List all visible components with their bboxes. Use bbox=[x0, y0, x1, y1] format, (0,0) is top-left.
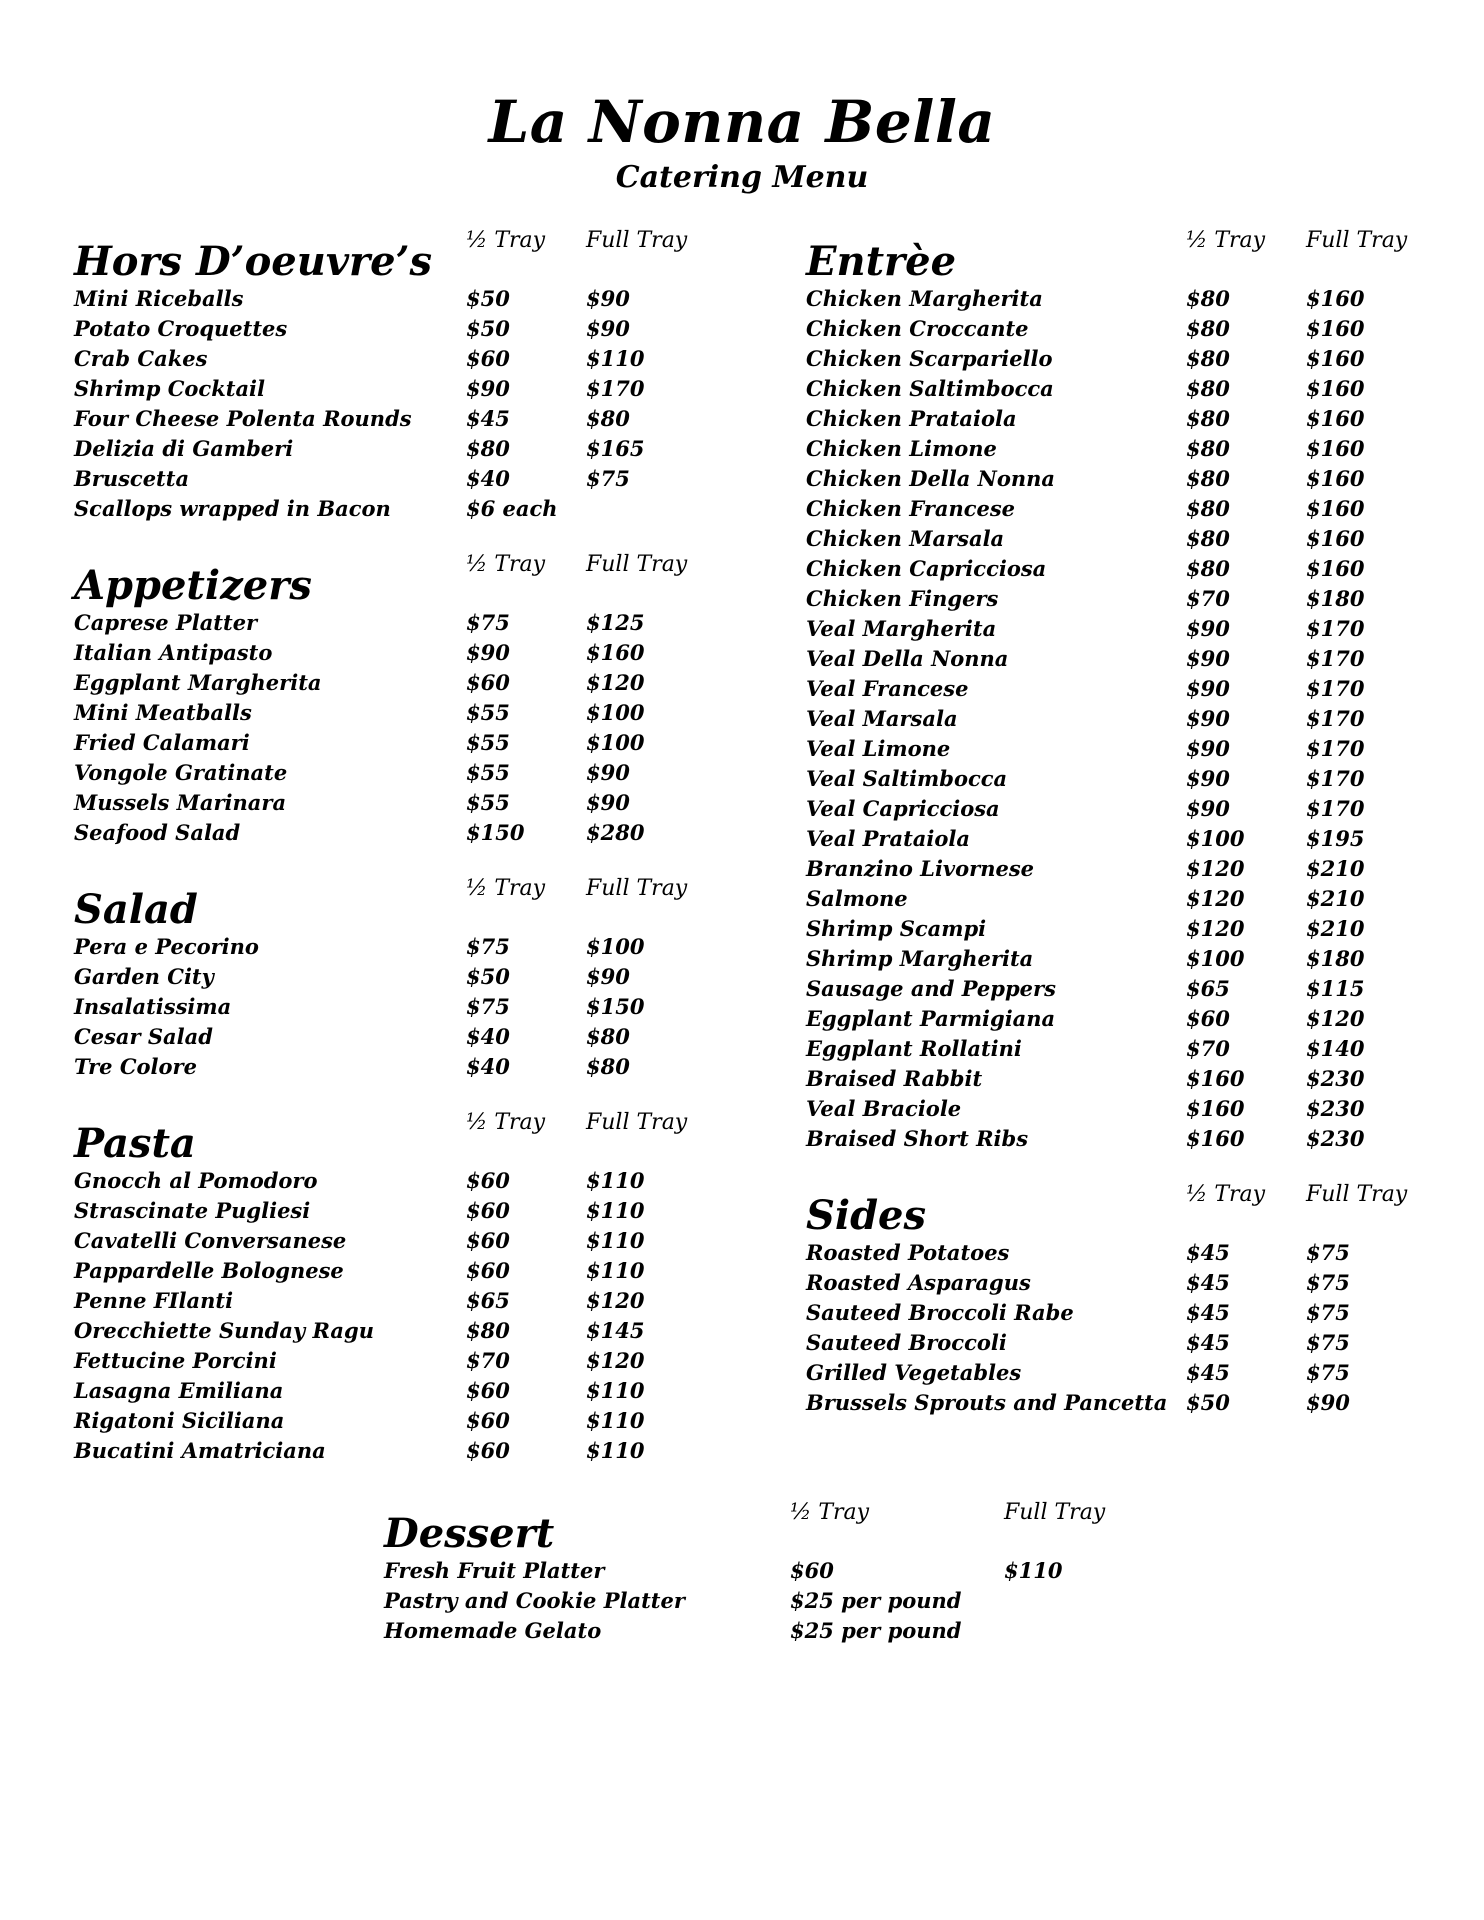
full-tray-price: $145 bbox=[586, 1318, 645, 1343]
half-tray-price: $75 bbox=[466, 934, 510, 959]
full-tray-price: $100 bbox=[586, 934, 645, 959]
full-tray-price: $165 bbox=[586, 436, 645, 461]
half-tray-price: $80 bbox=[1186, 406, 1230, 431]
item-name: Crab Cakes bbox=[74, 346, 208, 371]
half-tray-price: $90 bbox=[1186, 766, 1230, 791]
item-name: Sausage and Peppers bbox=[806, 976, 1056, 1001]
item-name: Fried Calamari bbox=[74, 730, 250, 755]
full-tray-price: $280 bbox=[586, 820, 645, 845]
item-name: Shrimp Scampi bbox=[806, 916, 987, 941]
item-name: Orecchiette Sunday Ragu bbox=[74, 1318, 374, 1343]
item-name: Caprese Platter bbox=[74, 610, 258, 635]
full-tray-price: $80 bbox=[586, 1054, 630, 1079]
half-tray-price: $70 bbox=[1186, 1036, 1230, 1061]
item-name: Mini Meatballs bbox=[74, 700, 252, 725]
full-tray-price: $230 bbox=[1306, 1066, 1365, 1091]
half-tray-price: $80 bbox=[1186, 436, 1230, 461]
section-title: Salad bbox=[74, 886, 198, 933]
item-name: Penne FIlanti bbox=[74, 1288, 234, 1313]
full-tray-header: Full Tray bbox=[586, 1110, 688, 1135]
full-tray-price: $110 bbox=[586, 1228, 645, 1253]
item-name: Eggplant Rollatini bbox=[806, 1036, 1022, 1061]
half-tray-price: $25 per pound bbox=[790, 1588, 962, 1613]
half-tray-price: $6 each bbox=[466, 496, 558, 521]
item-name: Italian Antipasto bbox=[74, 640, 273, 665]
full-tray-price: $120 bbox=[586, 1288, 645, 1313]
full-tray-price: $210 bbox=[1306, 856, 1365, 881]
item-name: Chicken Della Nonna bbox=[806, 466, 1056, 491]
item-name: Tre Colore bbox=[74, 1054, 197, 1079]
half-tray-price: $45 bbox=[1186, 1360, 1230, 1385]
item-name: Fresh Fruit Platter bbox=[384, 1558, 605, 1583]
item-name: Branzino Livornese bbox=[806, 856, 1035, 881]
full-tray-price: $160 bbox=[1306, 376, 1365, 401]
item-name: Shrimp Cocktail bbox=[74, 376, 266, 401]
full-tray-price: $80 bbox=[586, 1024, 630, 1049]
section-title: Entrèe bbox=[806, 238, 957, 285]
section-title: Hors D’oeuvre’s bbox=[74, 238, 433, 285]
half-tray-price: $80 bbox=[466, 1318, 510, 1343]
half-tray-header: ½ Tray bbox=[466, 876, 546, 901]
half-tray-price: $90 bbox=[1186, 706, 1230, 731]
half-tray-price: $60 bbox=[466, 1378, 510, 1403]
half-tray-price: $90 bbox=[1186, 736, 1230, 761]
full-tray-price: $170 bbox=[1306, 796, 1365, 821]
half-tray-price: $60 bbox=[466, 670, 510, 695]
item-name: Pera e Pecorino bbox=[74, 934, 259, 959]
half-tray-price: $60 bbox=[466, 1408, 510, 1433]
half-tray-price: $50 bbox=[466, 964, 510, 989]
section-title: Appetizers bbox=[74, 562, 312, 609]
half-tray-price: $120 bbox=[1186, 856, 1245, 881]
half-tray-price: $70 bbox=[466, 1348, 510, 1373]
full-tray-price: $75 bbox=[1306, 1270, 1350, 1295]
item-name: Bruscetta bbox=[74, 466, 190, 491]
half-tray-price: $80 bbox=[1186, 496, 1230, 521]
item-name: Seafood Salad bbox=[74, 820, 241, 845]
full-tray-price: $180 bbox=[1306, 946, 1365, 971]
full-tray-price: $195 bbox=[1306, 826, 1365, 851]
full-tray-price: $170 bbox=[1306, 706, 1365, 731]
full-tray-price: $150 bbox=[586, 994, 645, 1019]
half-tray-price: $60 bbox=[466, 1168, 510, 1193]
item-name: Chicken Capricciosa bbox=[806, 556, 1047, 581]
full-tray-price: $230 bbox=[1306, 1096, 1365, 1121]
half-tray-price: $160 bbox=[1186, 1096, 1245, 1121]
half-tray-price: $60 bbox=[1186, 1006, 1230, 1031]
full-tray-price: $75 bbox=[1306, 1300, 1350, 1325]
full-tray-price: $160 bbox=[1306, 286, 1365, 311]
half-tray-price: $55 bbox=[466, 730, 510, 755]
full-tray-price: $210 bbox=[1306, 916, 1365, 941]
item-name: Chicken Marsala bbox=[806, 526, 1005, 551]
half-tray-price: $90 bbox=[1186, 796, 1230, 821]
full-tray-price: $160 bbox=[1306, 526, 1365, 551]
half-tray-price: $70 bbox=[1186, 586, 1230, 611]
half-tray-price: $80 bbox=[1186, 526, 1230, 551]
half-tray-price: $45 bbox=[1186, 1300, 1230, 1325]
item-name: Chicken Fingers bbox=[806, 586, 999, 611]
item-name: Scallops wrapped in Bacon bbox=[74, 496, 391, 521]
full-tray-price: $115 bbox=[1306, 976, 1365, 1001]
half-tray-header: ½ Tray bbox=[466, 1110, 546, 1135]
half-tray-price: $80 bbox=[466, 436, 510, 461]
half-tray-price: $75 bbox=[466, 994, 510, 1019]
full-tray-price: $110 bbox=[1004, 1558, 1063, 1583]
item-name: Sauteed Broccoli bbox=[806, 1330, 1007, 1355]
full-tray-price: $110 bbox=[586, 1258, 645, 1283]
full-tray-header: Full Tray bbox=[1004, 1500, 1106, 1525]
full-tray-price: $110 bbox=[586, 1378, 645, 1403]
full-tray-price: $120 bbox=[1306, 1006, 1365, 1031]
half-tray-price: $65 bbox=[466, 1288, 510, 1313]
item-name: Chicken Croccante bbox=[806, 316, 1029, 341]
item-name: Salmone bbox=[806, 886, 908, 911]
section-title: Dessert bbox=[384, 1510, 555, 1557]
full-tray-price: $75 bbox=[1306, 1240, 1350, 1265]
half-tray-price: $75 bbox=[466, 610, 510, 635]
item-name: Roasted Asparagus bbox=[806, 1270, 1031, 1295]
full-tray-price: $90 bbox=[586, 790, 630, 815]
half-tray-price: $90 bbox=[1186, 616, 1230, 641]
item-name: Mini Riceballs bbox=[74, 286, 244, 311]
half-tray-price: $120 bbox=[1186, 916, 1245, 941]
full-tray-price: $125 bbox=[586, 610, 645, 635]
item-name: Strascinate Pugliesi bbox=[74, 1198, 311, 1223]
full-tray-price: $90 bbox=[586, 286, 630, 311]
half-tray-price: $160 bbox=[1186, 1126, 1245, 1151]
full-tray-price: $110 bbox=[586, 1198, 645, 1223]
half-tray-price: $55 bbox=[466, 760, 510, 785]
full-tray-price: $160 bbox=[1306, 496, 1365, 521]
item-name: Chicken Francese bbox=[806, 496, 1016, 521]
half-tray-price: $55 bbox=[466, 790, 510, 815]
half-tray-price: $40 bbox=[466, 1054, 510, 1079]
half-tray-price: $80 bbox=[1186, 466, 1230, 491]
half-tray-price: $80 bbox=[1186, 376, 1230, 401]
full-tray-price: $180 bbox=[1306, 586, 1365, 611]
item-name: Insalatissima bbox=[74, 994, 232, 1019]
item-name: Chicken Saltimbocca bbox=[806, 376, 1054, 401]
full-tray-price: $230 bbox=[1306, 1126, 1365, 1151]
full-tray-price: $170 bbox=[1306, 646, 1365, 671]
half-tray-price: $25 per pound bbox=[790, 1618, 962, 1643]
full-tray-price: $160 bbox=[586, 640, 645, 665]
item-name: Veal Capricciosa bbox=[806, 796, 1000, 821]
full-tray-header: Full Tray bbox=[586, 228, 688, 253]
item-name: Veal Prataiola bbox=[806, 826, 970, 851]
item-name: Mussels Marinara bbox=[74, 790, 287, 815]
half-tray-price: $40 bbox=[466, 1024, 510, 1049]
full-tray-price: $170 bbox=[1306, 676, 1365, 701]
half-tray-price: $100 bbox=[1186, 826, 1245, 851]
half-tray-price: $80 bbox=[1186, 346, 1230, 371]
half-tray-price: $80 bbox=[1186, 556, 1230, 581]
item-name: Veal Saltimbocca bbox=[806, 766, 1008, 791]
half-tray-price: $60 bbox=[466, 1438, 510, 1463]
half-tray-price: $60 bbox=[790, 1558, 834, 1583]
half-tray-price: $50 bbox=[466, 316, 510, 341]
item-name: Fettucine Porcini bbox=[74, 1348, 277, 1373]
full-tray-price: $160 bbox=[1306, 436, 1365, 461]
full-tray-price: $90 bbox=[1306, 1390, 1350, 1415]
item-name: Pappardelle Bolognese bbox=[74, 1258, 344, 1283]
item-name: Delizia di Gamberi bbox=[74, 436, 294, 461]
full-tray-price: $90 bbox=[586, 964, 630, 989]
item-name: Shrimp Margherita bbox=[806, 946, 1034, 971]
menu-subtitle: Catering Menu bbox=[615, 160, 869, 195]
item-name: Rigatoni Siciliana bbox=[74, 1408, 285, 1433]
half-tray-price: $60 bbox=[466, 1198, 510, 1223]
full-tray-price: $110 bbox=[586, 1168, 645, 1193]
item-name: Chicken Margherita bbox=[806, 286, 1043, 311]
item-name: Cesar Salad bbox=[74, 1024, 213, 1049]
item-name: Veal Braciole bbox=[806, 1096, 962, 1121]
half-tray-price: $45 bbox=[1186, 1240, 1230, 1265]
menu-title: La Nonna Bella bbox=[488, 88, 996, 156]
full-tray-price: $170 bbox=[586, 376, 645, 401]
item-name: Cavatelli Conversanese bbox=[74, 1228, 347, 1253]
item-name: Chicken Scarpariello bbox=[806, 346, 1053, 371]
full-tray-price: $120 bbox=[586, 670, 645, 695]
half-tray-header: ½ Tray bbox=[466, 228, 546, 253]
full-tray-price: $110 bbox=[586, 346, 645, 371]
half-tray-header: ½ Tray bbox=[1186, 228, 1266, 253]
half-tray-price: $65 bbox=[1186, 976, 1230, 1001]
item-name: Four Cheese Polenta Rounds bbox=[74, 406, 412, 431]
section-title: Pasta bbox=[74, 1120, 196, 1167]
half-tray-price: $60 bbox=[466, 346, 510, 371]
item-name: Chicken Limone bbox=[806, 436, 997, 461]
full-tray-price: $210 bbox=[1306, 886, 1365, 911]
full-tray-price: $170 bbox=[1306, 766, 1365, 791]
half-tray-price: $80 bbox=[1186, 286, 1230, 311]
full-tray-header: Full Tray bbox=[1306, 1182, 1408, 1207]
full-tray-price: $100 bbox=[586, 700, 645, 725]
full-tray-price: $110 bbox=[586, 1408, 645, 1433]
half-tray-price: $50 bbox=[466, 286, 510, 311]
half-tray-header: ½ Tray bbox=[1186, 1182, 1266, 1207]
item-name: Veal Margherita bbox=[806, 616, 997, 641]
half-tray-price: $80 bbox=[1186, 316, 1230, 341]
item-name: Eggplant Parmigiana bbox=[806, 1006, 1056, 1031]
half-tray-price: $60 bbox=[466, 1228, 510, 1253]
item-name: Chicken Prataiola bbox=[806, 406, 1017, 431]
full-tray-price: $160 bbox=[1306, 316, 1365, 341]
half-tray-price: $40 bbox=[466, 466, 510, 491]
full-tray-price: $75 bbox=[1306, 1330, 1350, 1355]
section-title: Sides bbox=[806, 1192, 927, 1239]
full-tray-price: $100 bbox=[586, 730, 645, 755]
item-name: Veal Della Nonna bbox=[806, 646, 1009, 671]
item-name: Brussels Sprouts and Pancetta bbox=[806, 1390, 1168, 1415]
full-tray-price: $170 bbox=[1306, 736, 1365, 761]
item-name: Vongole Gratinate bbox=[74, 760, 288, 785]
half-tray-price: $90 bbox=[466, 640, 510, 665]
item-name: Roasted Potatoes bbox=[806, 1240, 1010, 1265]
item-name: Grilled Vegetables bbox=[806, 1360, 1022, 1385]
full-tray-price: $160 bbox=[1306, 346, 1365, 371]
item-name: Braised Short Ribs bbox=[806, 1126, 1029, 1151]
full-tray-price: $75 bbox=[586, 466, 630, 491]
item-name: Pastry and Cookie Platter bbox=[384, 1588, 685, 1613]
half-tray-price: $55 bbox=[466, 700, 510, 725]
half-tray-price: $100 bbox=[1186, 946, 1245, 971]
full-tray-header: Full Tray bbox=[586, 876, 688, 901]
half-tray-header: ½ Tray bbox=[466, 552, 546, 577]
half-tray-price: $160 bbox=[1186, 1066, 1245, 1091]
half-tray-price: $50 bbox=[1186, 1390, 1230, 1415]
full-tray-price: $90 bbox=[586, 760, 630, 785]
item-name: Sauteed Broccoli Rabe bbox=[806, 1300, 1074, 1325]
item-name: Braised Rabbit bbox=[806, 1066, 983, 1091]
full-tray-price: $120 bbox=[586, 1348, 645, 1373]
full-tray-price: $140 bbox=[1306, 1036, 1365, 1061]
item-name: Gnocch al Pomodoro bbox=[74, 1168, 318, 1193]
half-tray-price: $90 bbox=[466, 376, 510, 401]
full-tray-price: $160 bbox=[1306, 406, 1365, 431]
full-tray-price: $80 bbox=[586, 406, 630, 431]
item-name: Lasagna Emiliana bbox=[74, 1378, 284, 1403]
item-name: Eggplant Margherita bbox=[74, 670, 322, 695]
full-tray-price: $90 bbox=[586, 316, 630, 341]
half-tray-price: $90 bbox=[1186, 646, 1230, 671]
item-name: Potato Croquettes bbox=[74, 316, 288, 341]
full-tray-header: Full Tray bbox=[1306, 228, 1408, 253]
item-name: Bucatini Amatriciana bbox=[74, 1438, 326, 1463]
full-tray-price: $160 bbox=[1306, 466, 1365, 491]
half-tray-price: $45 bbox=[1186, 1330, 1230, 1355]
half-tray-price: $90 bbox=[1186, 676, 1230, 701]
half-tray-price: $60 bbox=[466, 1258, 510, 1283]
item-name: Veal Limone bbox=[806, 736, 951, 761]
item-name: Veal Francese bbox=[806, 676, 969, 701]
full-tray-price: $170 bbox=[1306, 616, 1365, 641]
full-tray-header: Full Tray bbox=[586, 552, 688, 577]
item-name: Homemade Gelato bbox=[384, 1618, 602, 1643]
full-tray-price: $160 bbox=[1306, 556, 1365, 581]
half-tray-price: $45 bbox=[466, 406, 510, 431]
half-tray-price: $45 bbox=[1186, 1270, 1230, 1295]
full-tray-price: $110 bbox=[586, 1438, 645, 1463]
full-tray-price: $75 bbox=[1306, 1360, 1350, 1385]
item-name: Veal Marsala bbox=[806, 706, 958, 731]
half-tray-price: $150 bbox=[466, 820, 525, 845]
half-tray-price: $120 bbox=[1186, 886, 1245, 911]
half-tray-header: ½ Tray bbox=[790, 1500, 870, 1525]
item-name: Garden City bbox=[74, 964, 214, 989]
